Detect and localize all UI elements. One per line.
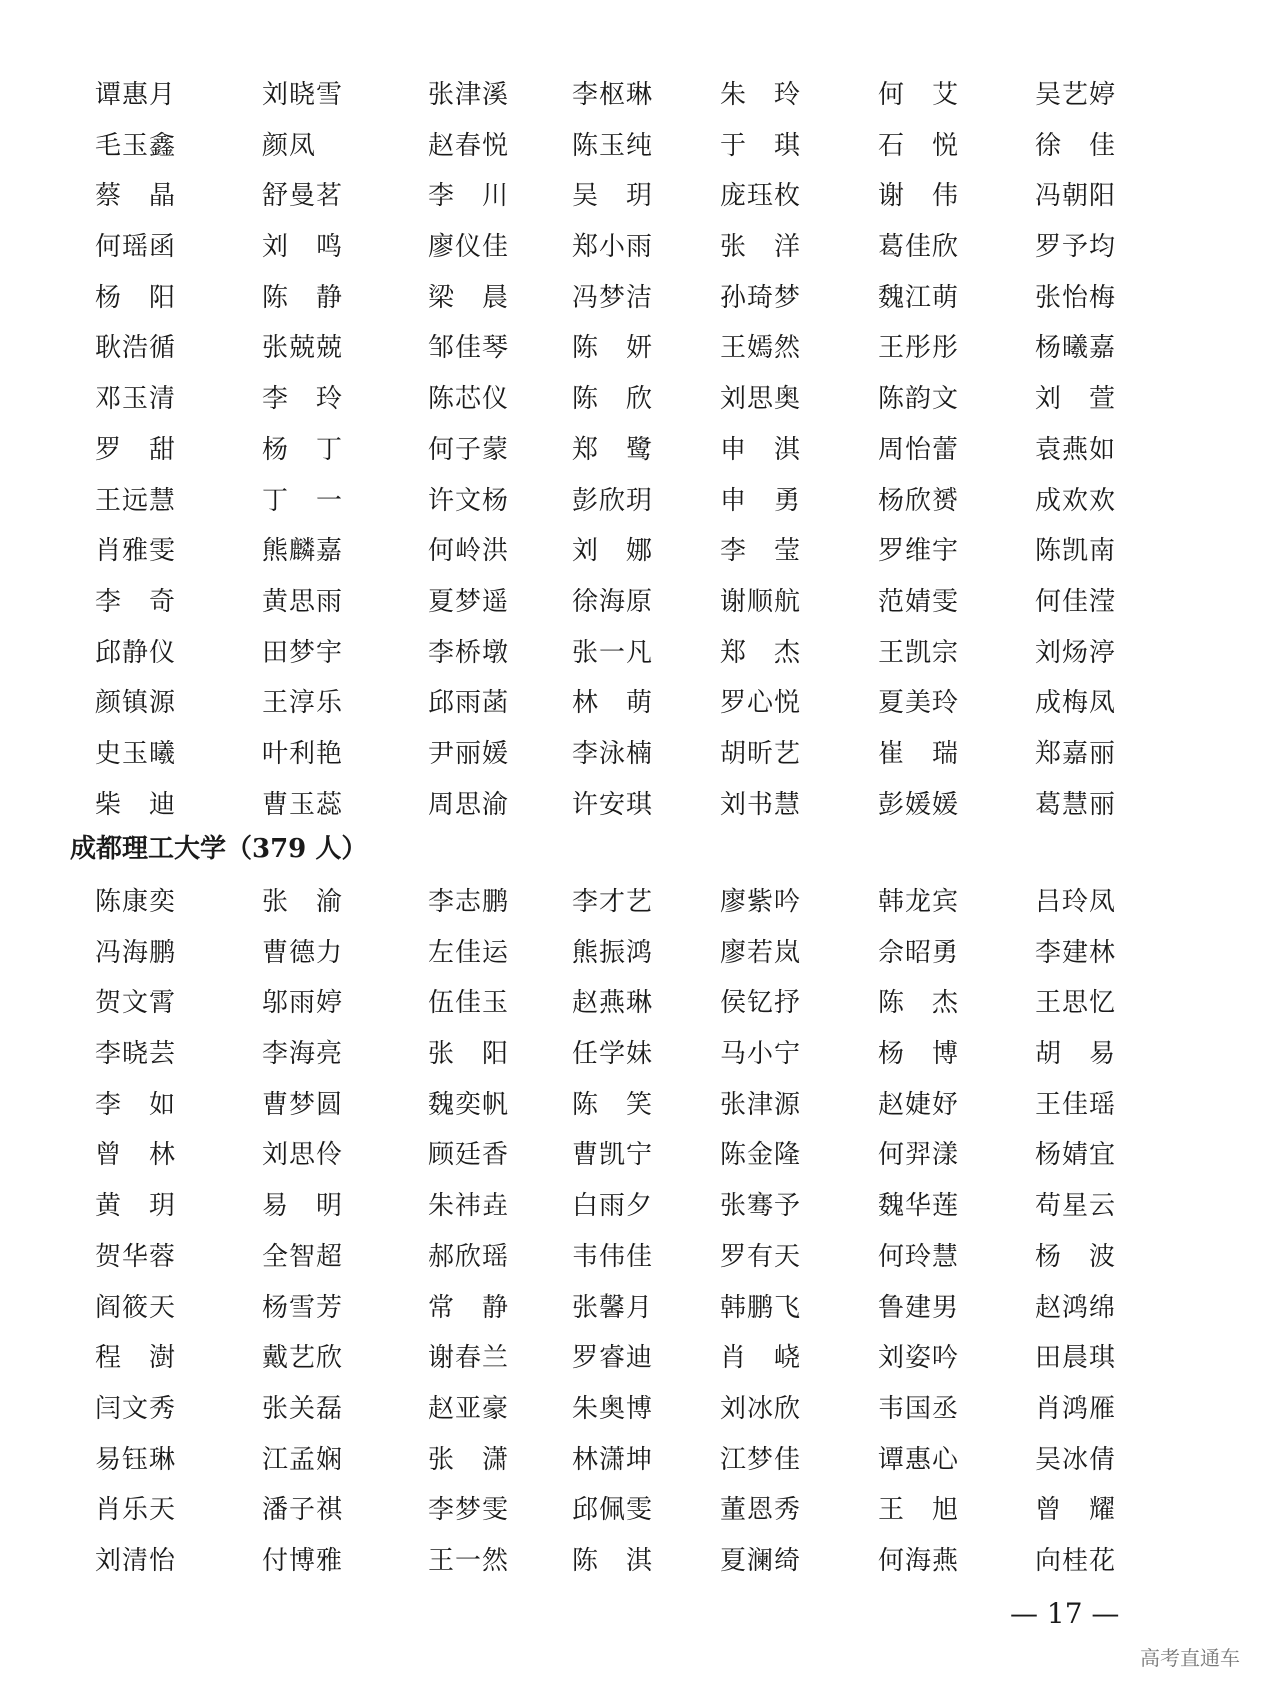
student-name: 邓玉清	[95, 384, 177, 415]
student-name: 潘子祺	[262, 1495, 344, 1526]
student-name: 闫文秀	[95, 1393, 177, 1424]
student-name: 王嫣然	[720, 333, 802, 364]
student-name: 刘姿吟	[878, 1343, 960, 1374]
student-name: 陈玉纯	[572, 130, 654, 161]
student-name: 陈康奕	[95, 887, 177, 917]
student-name: 赵春悦	[428, 130, 510, 161]
student-name: 李 奇	[95, 586, 177, 617]
student-name: 苟星云	[1035, 1191, 1117, 1222]
student-name: 顾廷香	[428, 1140, 510, 1171]
name-row	[0, 978, 1280, 1029]
student-name: 冯梦洁	[572, 282, 654, 313]
name-row	[0, 425, 1280, 476]
student-name: 刘 萱	[1035, 384, 1117, 415]
student-name: 周思渝	[428, 789, 510, 820]
student-name: 谭惠月	[95, 80, 177, 110]
name-row	[0, 526, 1280, 577]
student-name: 贺华蓉	[95, 1241, 177, 1272]
student-name: 孙琦梦	[720, 282, 802, 313]
student-name: 杨 波	[1035, 1241, 1117, 1272]
student-name: 易钰琳	[95, 1444, 177, 1475]
student-name: 田梦宇	[262, 637, 344, 668]
name-row	[0, 1029, 1280, 1080]
student-name: 鲁建男	[878, 1292, 960, 1323]
student-name: 张 阳	[428, 1039, 510, 1070]
student-name: 陈金隆	[720, 1140, 802, 1171]
student-name: 韦伟佳	[572, 1241, 654, 1272]
student-name: 易 明	[262, 1191, 344, 1222]
name-row	[0, 1384, 1280, 1435]
student-name: 夏澜绮	[720, 1545, 802, 1576]
name-row	[0, 1536, 1280, 1587]
student-name: 吕玲凤	[1035, 887, 1117, 917]
student-name: 王远慧	[95, 485, 177, 516]
student-name: 王彤彤	[878, 333, 960, 364]
student-name: 熊麟嘉	[262, 536, 344, 567]
student-name: 李 如	[95, 1089, 177, 1120]
page-number: — 17 —	[1010, 1597, 1120, 1630]
name-row	[0, 1080, 1280, 1131]
name-row	[0, 374, 1280, 425]
student-name: 李枢琳	[572, 80, 654, 110]
student-name: 彭媛媛	[878, 789, 960, 820]
student-name: 王一然	[428, 1545, 510, 1576]
student-name: 张怡梅	[1035, 282, 1117, 313]
student-name: 肖雅雯	[95, 536, 177, 567]
name-list-section-2	[0, 877, 1280, 1587]
student-name: 张馨月	[572, 1292, 654, 1323]
student-name: 赵亚豪	[428, 1393, 510, 1424]
student-name: 邹佳琴	[428, 333, 510, 364]
student-name: 任学妹	[572, 1039, 654, 1070]
student-name: 韦国丞	[878, 1393, 960, 1424]
student-name: 白雨夕	[572, 1191, 654, 1222]
student-name: 何 艾	[878, 80, 960, 110]
student-name: 杨雪芳	[262, 1292, 344, 1323]
student-name: 毛玉鑫	[95, 130, 177, 161]
name-row	[0, 1485, 1280, 1536]
student-name: 郑 鹭	[572, 434, 654, 465]
student-name: 邱雨菡	[428, 688, 510, 719]
student-name: 刘思奥	[720, 384, 802, 415]
name-row	[0, 1130, 1280, 1181]
student-name: 吴 玥	[572, 181, 654, 212]
student-name: 李泳楠	[572, 738, 654, 769]
student-name: 颜凤	[262, 130, 317, 161]
student-name: 曹德力	[262, 937, 344, 968]
student-name: 王淳乐	[262, 688, 344, 719]
name-row	[0, 577, 1280, 628]
student-name: 吴冰倩	[1035, 1444, 1117, 1475]
student-name: 吴艺婷	[1035, 80, 1117, 110]
student-name: 谭惠心	[878, 1444, 960, 1475]
name-list-section-1	[0, 70, 1280, 830]
student-name: 杨 博	[878, 1039, 960, 1070]
student-name: 尹丽媛	[428, 738, 510, 769]
student-name: 史玉曦	[95, 738, 177, 769]
student-name: 曹玉蕊	[262, 789, 344, 820]
student-name: 朱奥博	[572, 1393, 654, 1424]
student-name: 刘炀渟	[1035, 637, 1117, 668]
student-name: 李 莹	[720, 536, 802, 567]
student-name: 江梦佳	[720, 1444, 802, 1475]
student-name: 肖乐天	[95, 1495, 177, 1526]
student-name: 陈芯仪	[428, 384, 510, 415]
student-name: 冯朝阳	[1035, 181, 1117, 212]
student-name: 熊振鸿	[572, 937, 654, 968]
student-name: 韩龙宾	[878, 887, 960, 917]
student-name: 张津溪	[428, 80, 510, 110]
student-name: 魏华莲	[878, 1191, 960, 1222]
student-name: 朱祎垚	[428, 1191, 510, 1222]
student-name: 李桥墩	[428, 637, 510, 668]
student-name: 林潇坤	[572, 1444, 654, 1475]
student-name: 徐 佳	[1035, 130, 1117, 161]
student-name: 程 澍	[95, 1343, 177, 1374]
student-name: 王佳瑶	[1035, 1089, 1117, 1120]
student-name: 魏江萌	[878, 282, 960, 313]
student-name: 柴 迪	[95, 789, 177, 820]
student-name: 何子蒙	[428, 434, 510, 465]
student-name: 成欢欢	[1035, 485, 1117, 516]
student-name: 刘清怡	[95, 1545, 177, 1576]
student-name: 刘 娜	[572, 536, 654, 567]
student-name: 向桂花	[1035, 1545, 1117, 1576]
student-name: 成梅凤	[1035, 688, 1117, 719]
student-name: 戴艺欣	[262, 1343, 344, 1374]
student-name: 朱 玲	[720, 80, 802, 110]
student-name: 黄思雨	[262, 586, 344, 617]
student-name: 廖若岚	[720, 937, 802, 968]
student-name: 邬雨婷	[262, 988, 344, 1019]
student-name: 魏奕帆	[428, 1089, 510, 1120]
student-name: 陈凯南	[1035, 536, 1117, 567]
student-name: 郑 杰	[720, 637, 802, 668]
student-name: 韩鹏飞	[720, 1292, 802, 1323]
student-name: 冯海鹏	[95, 937, 177, 968]
student-name: 曾 耀	[1035, 1495, 1117, 1526]
student-name: 陈 杰	[878, 988, 960, 1019]
student-name: 范婧雯	[878, 586, 960, 617]
student-name: 罗予均	[1035, 232, 1117, 263]
student-name: 陈韵文	[878, 384, 960, 415]
student-name: 谢春兰	[428, 1343, 510, 1374]
name-row	[0, 628, 1280, 679]
name-row	[0, 678, 1280, 729]
name-row	[0, 273, 1280, 324]
student-name: 夏美玲	[878, 688, 960, 719]
student-name: 邱佩雯	[572, 1495, 654, 1526]
student-name: 罗有天	[720, 1241, 802, 1272]
student-name: 陈 欣	[572, 384, 654, 415]
student-name: 李晓芸	[95, 1039, 177, 1070]
student-name: 杨曦嘉	[1035, 333, 1117, 364]
student-name: 崔 瑞	[878, 738, 960, 769]
student-name: 肖 峣	[720, 1343, 802, 1374]
student-name: 李才艺	[572, 887, 654, 917]
student-name: 谢顺航	[720, 586, 802, 617]
student-name: 付博雅	[262, 1545, 344, 1576]
student-name: 丁 一	[262, 485, 344, 516]
student-name: 颜镇源	[95, 688, 177, 719]
student-name: 邱静仪	[95, 637, 177, 668]
name-row	[0, 877, 1280, 928]
student-name: 庞珏枚	[720, 181, 802, 212]
student-name: 张 潇	[428, 1444, 510, 1475]
student-name: 阎筱天	[95, 1292, 177, 1323]
student-name: 杨 丁	[262, 434, 344, 465]
student-name: 于 琪	[720, 130, 802, 161]
student-name: 王凯宗	[878, 637, 960, 668]
student-name: 石 悦	[878, 130, 960, 161]
student-name: 刘思伶	[262, 1140, 344, 1171]
student-name: 曹凯宁	[572, 1140, 654, 1171]
name-row	[0, 780, 1280, 831]
student-name: 张骞予	[720, 1191, 802, 1222]
student-name: 郝欣瑶	[428, 1241, 510, 1272]
student-name: 何羿漾	[878, 1140, 960, 1171]
student-name: 廖仪佳	[428, 232, 510, 263]
student-name: 肖鸿雁	[1035, 1393, 1117, 1424]
student-name: 赵鸿绵	[1035, 1292, 1117, 1323]
student-name: 江孟娴	[262, 1444, 344, 1475]
student-name: 许安琪	[572, 789, 654, 820]
student-name: 张津源	[720, 1089, 802, 1120]
name-row	[0, 1435, 1280, 1486]
student-name: 蔡 晶	[95, 181, 177, 212]
student-name: 郑小雨	[572, 232, 654, 263]
student-name: 常 静	[428, 1292, 510, 1323]
student-name: 谢 伟	[878, 181, 960, 212]
student-name: 胡昕艺	[720, 738, 802, 769]
student-name: 李 玲	[262, 384, 344, 415]
student-name: 刘 鸣	[262, 232, 344, 263]
student-name: 梁 晨	[428, 282, 510, 313]
student-name: 周怡蕾	[878, 434, 960, 465]
student-name: 袁燕如	[1035, 434, 1117, 465]
student-name: 申 勇	[720, 485, 802, 516]
student-name: 陈 静	[262, 282, 344, 313]
student-name: 杨 阳	[95, 282, 177, 313]
student-name: 彭欣玥	[572, 485, 654, 516]
student-name: 罗维宇	[878, 536, 960, 567]
student-name: 王思忆	[1035, 988, 1117, 1019]
name-row	[0, 1232, 1280, 1283]
student-name: 罗 甜	[95, 434, 177, 465]
section-heading: 成都理工大学（379 人）	[70, 834, 368, 864]
student-name: 赵燕琳	[572, 988, 654, 1019]
student-name: 陈 妍	[572, 333, 654, 364]
name-row	[0, 729, 1280, 780]
student-name: 伍佳玉	[428, 988, 510, 1019]
student-name: 陈 淇	[572, 1545, 654, 1576]
name-row	[0, 222, 1280, 273]
student-name: 李梦雯	[428, 1495, 510, 1526]
student-name: 杨婧宜	[1035, 1140, 1117, 1171]
student-name: 何岭洪	[428, 536, 510, 567]
student-name: 赵婕妤	[878, 1089, 960, 1120]
student-name: 马小宁	[720, 1039, 802, 1070]
name-row	[0, 121, 1280, 172]
student-name: 廖紫吟	[720, 887, 802, 917]
student-name: 何海燕	[878, 1545, 960, 1576]
student-name: 叶利艳	[262, 738, 344, 769]
name-row	[0, 171, 1280, 222]
student-name: 贺文霄	[95, 988, 177, 1019]
student-name: 何佳滢	[1035, 586, 1117, 617]
name-row	[0, 323, 1280, 374]
student-name: 刘冰欣	[720, 1393, 802, 1424]
student-name: 耿浩循	[95, 333, 177, 364]
student-name: 郑嘉丽	[1035, 738, 1117, 769]
student-name: 李建林	[1035, 937, 1117, 968]
student-name: 葛佳欣	[878, 232, 960, 263]
student-name: 曾 林	[95, 1140, 177, 1171]
student-name: 刘晓雪	[262, 80, 344, 110]
student-name: 李志鹏	[428, 887, 510, 917]
student-name: 全智超	[262, 1241, 344, 1272]
name-row	[0, 928, 1280, 979]
student-name: 李 川	[428, 181, 510, 212]
name-row	[0, 1181, 1280, 1232]
student-name: 刘书慧	[720, 789, 802, 820]
student-name: 罗睿迪	[572, 1343, 654, 1374]
student-name: 王 旭	[878, 1495, 960, 1526]
watermark-text: 高考直通车	[1140, 1646, 1240, 1670]
student-name: 何玲慧	[878, 1241, 960, 1272]
student-name: 左佳运	[428, 937, 510, 968]
student-name: 陈 笑	[572, 1089, 654, 1120]
student-name: 佘昭勇	[878, 937, 960, 968]
student-name: 董恩秀	[720, 1495, 802, 1526]
name-row	[0, 1283, 1280, 1334]
student-name: 张一凡	[572, 637, 654, 668]
student-name: 张兢兢	[262, 333, 344, 364]
student-name: 曹梦圆	[262, 1089, 344, 1120]
student-name: 李海亮	[262, 1039, 344, 1070]
student-name: 罗心悦	[720, 688, 802, 719]
student-name: 张 渝	[262, 887, 344, 917]
student-name: 张关磊	[262, 1393, 344, 1424]
name-row	[0, 476, 1280, 527]
student-name: 何瑶函	[95, 232, 177, 263]
student-name: 杨欣赟	[878, 485, 960, 516]
name-row	[0, 70, 1280, 121]
student-name: 夏梦遥	[428, 586, 510, 617]
student-name: 许文杨	[428, 485, 510, 516]
student-name: 张 洋	[720, 232, 802, 263]
student-name: 舒曼茗	[262, 181, 344, 212]
student-name: 黄 玥	[95, 1191, 177, 1222]
student-name: 徐海原	[572, 586, 654, 617]
name-row	[0, 1333, 1280, 1384]
student-name: 申 淇	[720, 434, 802, 465]
student-name: 葛慧丽	[1035, 789, 1117, 820]
student-name: 林 萌	[572, 688, 654, 719]
student-name: 侯钇抒	[720, 988, 802, 1019]
student-name: 田晨琪	[1035, 1343, 1117, 1374]
student-name: 胡 易	[1035, 1039, 1117, 1070]
